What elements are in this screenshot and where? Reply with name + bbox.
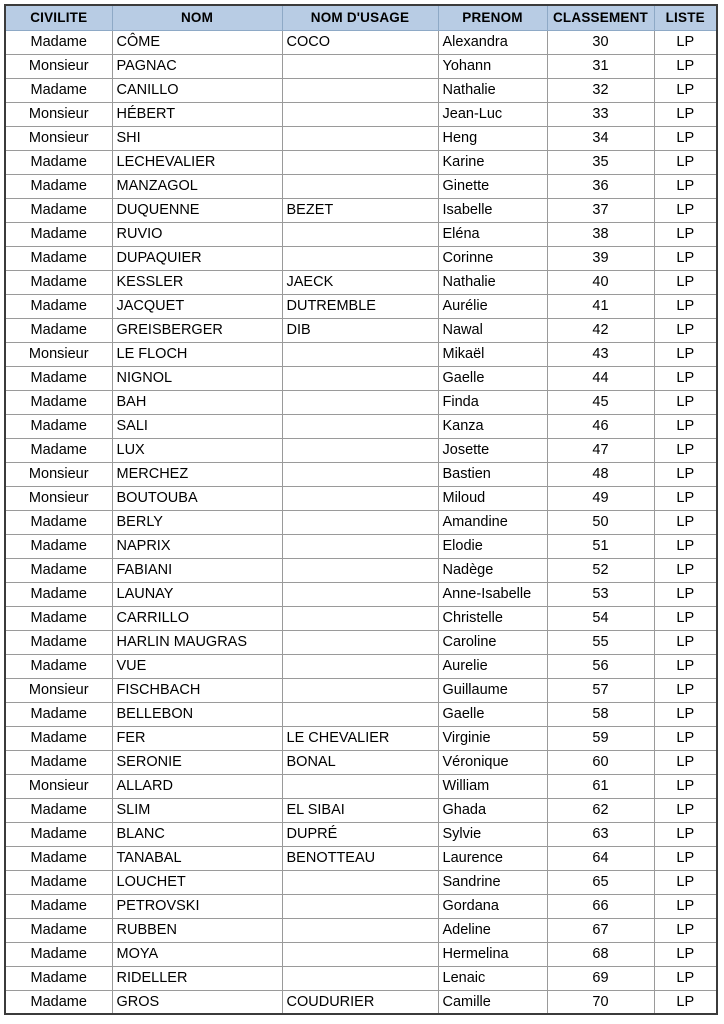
cell-classement: 62 bbox=[547, 798, 654, 822]
cell-civilite: Madame bbox=[5, 558, 112, 582]
cell-civilite: Monsieur bbox=[5, 462, 112, 486]
cell-prenom: Virginie bbox=[438, 726, 547, 750]
cell-nom: NIGNOL bbox=[112, 366, 282, 390]
cell-civilite: Monsieur bbox=[5, 102, 112, 126]
table-row bbox=[5, 678, 717, 702]
table-header bbox=[5, 5, 717, 30]
cell-liste: LP bbox=[654, 510, 717, 534]
table-row bbox=[5, 222, 717, 246]
cell-prenom: Elodie bbox=[438, 534, 547, 558]
cell-usage bbox=[282, 174, 438, 198]
cell-prenom: Gordana bbox=[438, 894, 547, 918]
cell-usage bbox=[282, 150, 438, 174]
table-row bbox=[5, 774, 717, 798]
cell-nom: RUVIO bbox=[112, 222, 282, 246]
table-row bbox=[5, 894, 717, 918]
cell-classement: 66 bbox=[547, 894, 654, 918]
cell-classement: 37 bbox=[547, 198, 654, 222]
cell-prenom: Lenaic bbox=[438, 966, 547, 990]
cell-usage bbox=[282, 102, 438, 126]
cell-prenom: Nawal bbox=[438, 318, 547, 342]
cell-usage: LE CHEVALIER bbox=[282, 726, 438, 750]
candidate-roster-table bbox=[4, 4, 718, 1015]
cell-civilite: Madame bbox=[5, 150, 112, 174]
cell-civilite: Madame bbox=[5, 174, 112, 198]
cell-usage bbox=[282, 486, 438, 510]
cell-classement: 47 bbox=[547, 438, 654, 462]
cell-classement: 54 bbox=[547, 606, 654, 630]
cell-liste: LP bbox=[654, 174, 717, 198]
cell-liste: LP bbox=[654, 870, 717, 894]
cell-prenom: Corinne bbox=[438, 246, 547, 270]
cell-liste: LP bbox=[654, 726, 717, 750]
cell-classement: 31 bbox=[547, 54, 654, 78]
cell-liste: LP bbox=[654, 990, 717, 1014]
table-row bbox=[5, 582, 717, 606]
cell-prenom: Laurence bbox=[438, 846, 547, 870]
table-row bbox=[5, 846, 717, 870]
cell-nom: CANILLO bbox=[112, 78, 282, 102]
cell-civilite: Madame bbox=[5, 630, 112, 654]
table-row bbox=[5, 654, 717, 678]
cell-classement: 69 bbox=[547, 966, 654, 990]
table-row bbox=[5, 54, 717, 78]
cell-usage bbox=[282, 54, 438, 78]
column-header-prenom: PRENOM bbox=[438, 5, 547, 30]
cell-classement: 58 bbox=[547, 702, 654, 726]
cell-classement: 50 bbox=[547, 510, 654, 534]
cell-civilite: Madame bbox=[5, 822, 112, 846]
cell-nom: FER bbox=[112, 726, 282, 750]
cell-prenom: Finda bbox=[438, 390, 547, 414]
cell-classement: 32 bbox=[547, 78, 654, 102]
table-row bbox=[5, 510, 717, 534]
cell-prenom: Alexandra bbox=[438, 30, 547, 54]
cell-prenom: Aurelie bbox=[438, 654, 547, 678]
cell-nom: MERCHEZ bbox=[112, 462, 282, 486]
cell-classement: 38 bbox=[547, 222, 654, 246]
cell-civilite: Madame bbox=[5, 870, 112, 894]
cell-nom: DUQUENNE bbox=[112, 198, 282, 222]
cell-usage: JAECK bbox=[282, 270, 438, 294]
cell-liste: LP bbox=[654, 702, 717, 726]
cell-civilite: Madame bbox=[5, 198, 112, 222]
cell-classement: 42 bbox=[547, 318, 654, 342]
cell-classement: 59 bbox=[547, 726, 654, 750]
cell-prenom: Jean-Luc bbox=[438, 102, 547, 126]
cell-usage bbox=[282, 702, 438, 726]
table-row bbox=[5, 174, 717, 198]
cell-civilite: Monsieur bbox=[5, 54, 112, 78]
cell-nom: LE FLOCH bbox=[112, 342, 282, 366]
cell-civilite: Madame bbox=[5, 606, 112, 630]
cell-nom: ALLARD bbox=[112, 774, 282, 798]
cell-liste: LP bbox=[654, 750, 717, 774]
cell-prenom: Sandrine bbox=[438, 870, 547, 894]
table-row bbox=[5, 606, 717, 630]
cell-liste: LP bbox=[654, 78, 717, 102]
cell-nom: GREISBERGER bbox=[112, 318, 282, 342]
cell-liste: LP bbox=[654, 150, 717, 174]
cell-civilite: Madame bbox=[5, 726, 112, 750]
table-row bbox=[5, 462, 717, 486]
table-row bbox=[5, 366, 717, 390]
table-row bbox=[5, 78, 717, 102]
cell-civilite: Monsieur bbox=[5, 342, 112, 366]
cell-liste: LP bbox=[654, 798, 717, 822]
cell-classement: 60 bbox=[547, 750, 654, 774]
cell-usage bbox=[282, 678, 438, 702]
cell-nom: BAH bbox=[112, 390, 282, 414]
cell-liste: LP bbox=[654, 486, 717, 510]
cell-prenom: Christelle bbox=[438, 606, 547, 630]
cell-prenom: Mikaël bbox=[438, 342, 547, 366]
cell-civilite: Madame bbox=[5, 918, 112, 942]
table-row bbox=[5, 870, 717, 894]
cell-nom: FISCHBACH bbox=[112, 678, 282, 702]
cell-classement: 43 bbox=[547, 342, 654, 366]
cell-civilite: Madame bbox=[5, 246, 112, 270]
table-row bbox=[5, 102, 717, 126]
cell-liste: LP bbox=[654, 270, 717, 294]
cell-liste: LP bbox=[654, 822, 717, 846]
cell-usage bbox=[282, 246, 438, 270]
cell-prenom: Anne-Isabelle bbox=[438, 582, 547, 606]
cell-civilite: Madame bbox=[5, 750, 112, 774]
cell-usage bbox=[282, 126, 438, 150]
table-row bbox=[5, 702, 717, 726]
cell-civilite: Monsieur bbox=[5, 486, 112, 510]
cell-nom: BELLEBON bbox=[112, 702, 282, 726]
table-row bbox=[5, 390, 717, 414]
cell-usage: DUTREMBLE bbox=[282, 294, 438, 318]
cell-nom: TANABAL bbox=[112, 846, 282, 870]
cell-usage bbox=[282, 366, 438, 390]
cell-nom: PAGNAC bbox=[112, 54, 282, 78]
cell-liste: LP bbox=[654, 414, 717, 438]
cell-prenom: Heng bbox=[438, 126, 547, 150]
cell-civilite: Madame bbox=[5, 846, 112, 870]
cell-nom: SHI bbox=[112, 126, 282, 150]
cell-liste: LP bbox=[654, 582, 717, 606]
cell-nom: JACQUET bbox=[112, 294, 282, 318]
cell-prenom: Guillaume bbox=[438, 678, 547, 702]
column-header-civilite: CIVILITE bbox=[5, 5, 112, 30]
table-row bbox=[5, 318, 717, 342]
cell-nom: BLANC bbox=[112, 822, 282, 846]
cell-nom: LAUNAY bbox=[112, 582, 282, 606]
cell-usage: BENOTTEAU bbox=[282, 846, 438, 870]
cell-classement: 70 bbox=[547, 990, 654, 1014]
table-row bbox=[5, 942, 717, 966]
cell-classement: 51 bbox=[547, 534, 654, 558]
table-row bbox=[5, 294, 717, 318]
table-row bbox=[5, 966, 717, 990]
cell-nom: LECHEVALIER bbox=[112, 150, 282, 174]
cell-civilite: Madame bbox=[5, 294, 112, 318]
cell-classement: 55 bbox=[547, 630, 654, 654]
table-row bbox=[5, 798, 717, 822]
cell-nom: MOYA bbox=[112, 942, 282, 966]
cell-usage bbox=[282, 414, 438, 438]
cell-nom: SLIM bbox=[112, 798, 282, 822]
cell-liste: LP bbox=[654, 918, 717, 942]
cell-prenom: Yohann bbox=[438, 54, 547, 78]
cell-nom: RUBBEN bbox=[112, 918, 282, 942]
table-row bbox=[5, 342, 717, 366]
table-row bbox=[5, 414, 717, 438]
column-header-liste: LISTE bbox=[654, 5, 717, 30]
table-header-row bbox=[5, 5, 717, 30]
cell-prenom: Ginette bbox=[438, 174, 547, 198]
cell-liste: LP bbox=[654, 654, 717, 678]
cell-prenom: Gaelle bbox=[438, 702, 547, 726]
cell-classement: 33 bbox=[547, 102, 654, 126]
cell-usage bbox=[282, 438, 438, 462]
cell-prenom: Véronique bbox=[438, 750, 547, 774]
cell-prenom: Gaelle bbox=[438, 366, 547, 390]
cell-liste: LP bbox=[654, 102, 717, 126]
cell-nom: LUX bbox=[112, 438, 282, 462]
cell-civilite: Madame bbox=[5, 990, 112, 1014]
cell-classement: 46 bbox=[547, 414, 654, 438]
cell-civilite: Madame bbox=[5, 390, 112, 414]
cell-usage: EL SIBAI bbox=[282, 798, 438, 822]
table-row bbox=[5, 486, 717, 510]
cell-usage bbox=[282, 966, 438, 990]
cell-civilite: Madame bbox=[5, 318, 112, 342]
cell-usage: DIB bbox=[282, 318, 438, 342]
cell-classement: 67 bbox=[547, 918, 654, 942]
cell-classement: 35 bbox=[547, 150, 654, 174]
cell-liste: LP bbox=[654, 966, 717, 990]
cell-civilite: Madame bbox=[5, 894, 112, 918]
cell-prenom: Eléna bbox=[438, 222, 547, 246]
cell-civilite: Monsieur bbox=[5, 126, 112, 150]
cell-civilite: Madame bbox=[5, 78, 112, 102]
cell-civilite: Madame bbox=[5, 798, 112, 822]
table-row bbox=[5, 150, 717, 174]
cell-nom: HARLIN MAUGRAS bbox=[112, 630, 282, 654]
cell-nom: LOUCHET bbox=[112, 870, 282, 894]
cell-liste: LP bbox=[654, 342, 717, 366]
cell-nom: VUE bbox=[112, 654, 282, 678]
cell-prenom: Josette bbox=[438, 438, 547, 462]
cell-civilite: Madame bbox=[5, 582, 112, 606]
cell-liste: LP bbox=[654, 894, 717, 918]
cell-usage bbox=[282, 222, 438, 246]
cell-liste: LP bbox=[654, 606, 717, 630]
table-row bbox=[5, 198, 717, 222]
cell-prenom: Nathalie bbox=[438, 78, 547, 102]
cell-usage bbox=[282, 942, 438, 966]
cell-classement: 36 bbox=[547, 174, 654, 198]
cell-liste: LP bbox=[654, 366, 717, 390]
cell-usage: BEZET bbox=[282, 198, 438, 222]
cell-classement: 68 bbox=[547, 942, 654, 966]
cell-civilite: Monsieur bbox=[5, 678, 112, 702]
cell-nom: FABIANI bbox=[112, 558, 282, 582]
cell-civilite: Madame bbox=[5, 270, 112, 294]
table-row bbox=[5, 534, 717, 558]
cell-nom: RIDELLER bbox=[112, 966, 282, 990]
cell-civilite: Madame bbox=[5, 414, 112, 438]
cell-classement: 39 bbox=[547, 246, 654, 270]
cell-civilite: Madame bbox=[5, 30, 112, 54]
table-row bbox=[5, 822, 717, 846]
cell-usage bbox=[282, 534, 438, 558]
cell-nom: MANZAGOL bbox=[112, 174, 282, 198]
cell-usage bbox=[282, 582, 438, 606]
cell-usage bbox=[282, 606, 438, 630]
cell-liste: LP bbox=[654, 534, 717, 558]
cell-classement: 48 bbox=[547, 462, 654, 486]
table-row bbox=[5, 246, 717, 270]
cell-prenom: Karine bbox=[438, 150, 547, 174]
cell-prenom: William bbox=[438, 774, 547, 798]
cell-classement: 61 bbox=[547, 774, 654, 798]
cell-classement: 34 bbox=[547, 126, 654, 150]
table-row bbox=[5, 558, 717, 582]
cell-classement: 65 bbox=[547, 870, 654, 894]
cell-liste: LP bbox=[654, 942, 717, 966]
cell-civilite: Madame bbox=[5, 510, 112, 534]
cell-civilite: Madame bbox=[5, 222, 112, 246]
cell-nom: BOUTOUBA bbox=[112, 486, 282, 510]
cell-liste: LP bbox=[654, 222, 717, 246]
cell-civilite: Madame bbox=[5, 438, 112, 462]
cell-civilite: Monsieur bbox=[5, 774, 112, 798]
cell-prenom: Nathalie bbox=[438, 270, 547, 294]
cell-nom: BERLY bbox=[112, 510, 282, 534]
column-header-classement: CLASSEMENT bbox=[547, 5, 654, 30]
cell-prenom: Caroline bbox=[438, 630, 547, 654]
cell-prenom: Kanza bbox=[438, 414, 547, 438]
cell-classement: 45 bbox=[547, 390, 654, 414]
cell-usage bbox=[282, 654, 438, 678]
cell-nom: NAPRIX bbox=[112, 534, 282, 558]
cell-liste: LP bbox=[654, 438, 717, 462]
cell-nom: CARRILLO bbox=[112, 606, 282, 630]
table-body bbox=[5, 30, 717, 1014]
cell-usage: COUDURIER bbox=[282, 990, 438, 1014]
cell-usage bbox=[282, 558, 438, 582]
cell-usage: DUPRÉ bbox=[282, 822, 438, 846]
cell-civilite: Madame bbox=[5, 534, 112, 558]
cell-liste: LP bbox=[654, 318, 717, 342]
cell-nom: KESSLER bbox=[112, 270, 282, 294]
table-row bbox=[5, 918, 717, 942]
cell-classement: 30 bbox=[547, 30, 654, 54]
column-header-nom: NOM bbox=[112, 5, 282, 30]
cell-civilite: Madame bbox=[5, 702, 112, 726]
cell-civilite: Madame bbox=[5, 366, 112, 390]
cell-liste: LP bbox=[654, 198, 717, 222]
cell-liste: LP bbox=[654, 630, 717, 654]
cell-usage bbox=[282, 342, 438, 366]
table-row bbox=[5, 630, 717, 654]
cell-prenom: Adeline bbox=[438, 918, 547, 942]
cell-classement: 41 bbox=[547, 294, 654, 318]
cell-liste: LP bbox=[654, 390, 717, 414]
table-row bbox=[5, 750, 717, 774]
cell-prenom: Nadège bbox=[438, 558, 547, 582]
cell-prenom: Isabelle bbox=[438, 198, 547, 222]
cell-liste: LP bbox=[654, 126, 717, 150]
cell-prenom: Sylvie bbox=[438, 822, 547, 846]
cell-nom: HÉBERT bbox=[112, 102, 282, 126]
cell-prenom: Ghada bbox=[438, 798, 547, 822]
cell-usage bbox=[282, 462, 438, 486]
cell-liste: LP bbox=[654, 678, 717, 702]
cell-prenom: Hermelina bbox=[438, 942, 547, 966]
cell-nom: SALI bbox=[112, 414, 282, 438]
cell-usage bbox=[282, 510, 438, 534]
cell-prenom: Aurélie bbox=[438, 294, 547, 318]
cell-classement: 57 bbox=[547, 678, 654, 702]
cell-prenom: Amandine bbox=[438, 510, 547, 534]
table-row bbox=[5, 126, 717, 150]
cell-classement: 49 bbox=[547, 486, 654, 510]
cell-liste: LP bbox=[654, 294, 717, 318]
cell-classement: 53 bbox=[547, 582, 654, 606]
cell-prenom: Camille bbox=[438, 990, 547, 1014]
cell-classement: 64 bbox=[547, 846, 654, 870]
cell-liste: LP bbox=[654, 558, 717, 582]
table-row bbox=[5, 990, 717, 1014]
cell-liste: LP bbox=[654, 774, 717, 798]
cell-usage: BONAL bbox=[282, 750, 438, 774]
cell-usage bbox=[282, 918, 438, 942]
cell-usage bbox=[282, 870, 438, 894]
cell-liste: LP bbox=[654, 462, 717, 486]
table-row bbox=[5, 726, 717, 750]
column-header-nom-usage: NOM D'USAGE bbox=[282, 5, 438, 30]
cell-liste: LP bbox=[654, 246, 717, 270]
cell-prenom: Miloud bbox=[438, 486, 547, 510]
table-row bbox=[5, 270, 717, 294]
cell-civilite: Madame bbox=[5, 966, 112, 990]
cell-usage bbox=[282, 630, 438, 654]
cell-nom: GROS bbox=[112, 990, 282, 1014]
cell-liste: LP bbox=[654, 54, 717, 78]
cell-usage bbox=[282, 894, 438, 918]
cell-usage bbox=[282, 774, 438, 798]
cell-classement: 44 bbox=[547, 366, 654, 390]
cell-usage: COCO bbox=[282, 30, 438, 54]
cell-civilite: Madame bbox=[5, 654, 112, 678]
cell-liste: LP bbox=[654, 846, 717, 870]
table-row bbox=[5, 438, 717, 462]
cell-nom: SERONIE bbox=[112, 750, 282, 774]
cell-liste: LP bbox=[654, 30, 717, 54]
cell-nom: DUPAQUIER bbox=[112, 246, 282, 270]
cell-classement: 56 bbox=[547, 654, 654, 678]
cell-nom: PETROVSKI bbox=[112, 894, 282, 918]
cell-classement: 63 bbox=[547, 822, 654, 846]
cell-classement: 52 bbox=[547, 558, 654, 582]
cell-classement: 40 bbox=[547, 270, 654, 294]
table-row bbox=[5, 30, 717, 54]
cell-prenom: Bastien bbox=[438, 462, 547, 486]
cell-usage bbox=[282, 78, 438, 102]
cell-civilite: Madame bbox=[5, 942, 112, 966]
cell-nom: CÔME bbox=[112, 30, 282, 54]
cell-usage bbox=[282, 390, 438, 414]
